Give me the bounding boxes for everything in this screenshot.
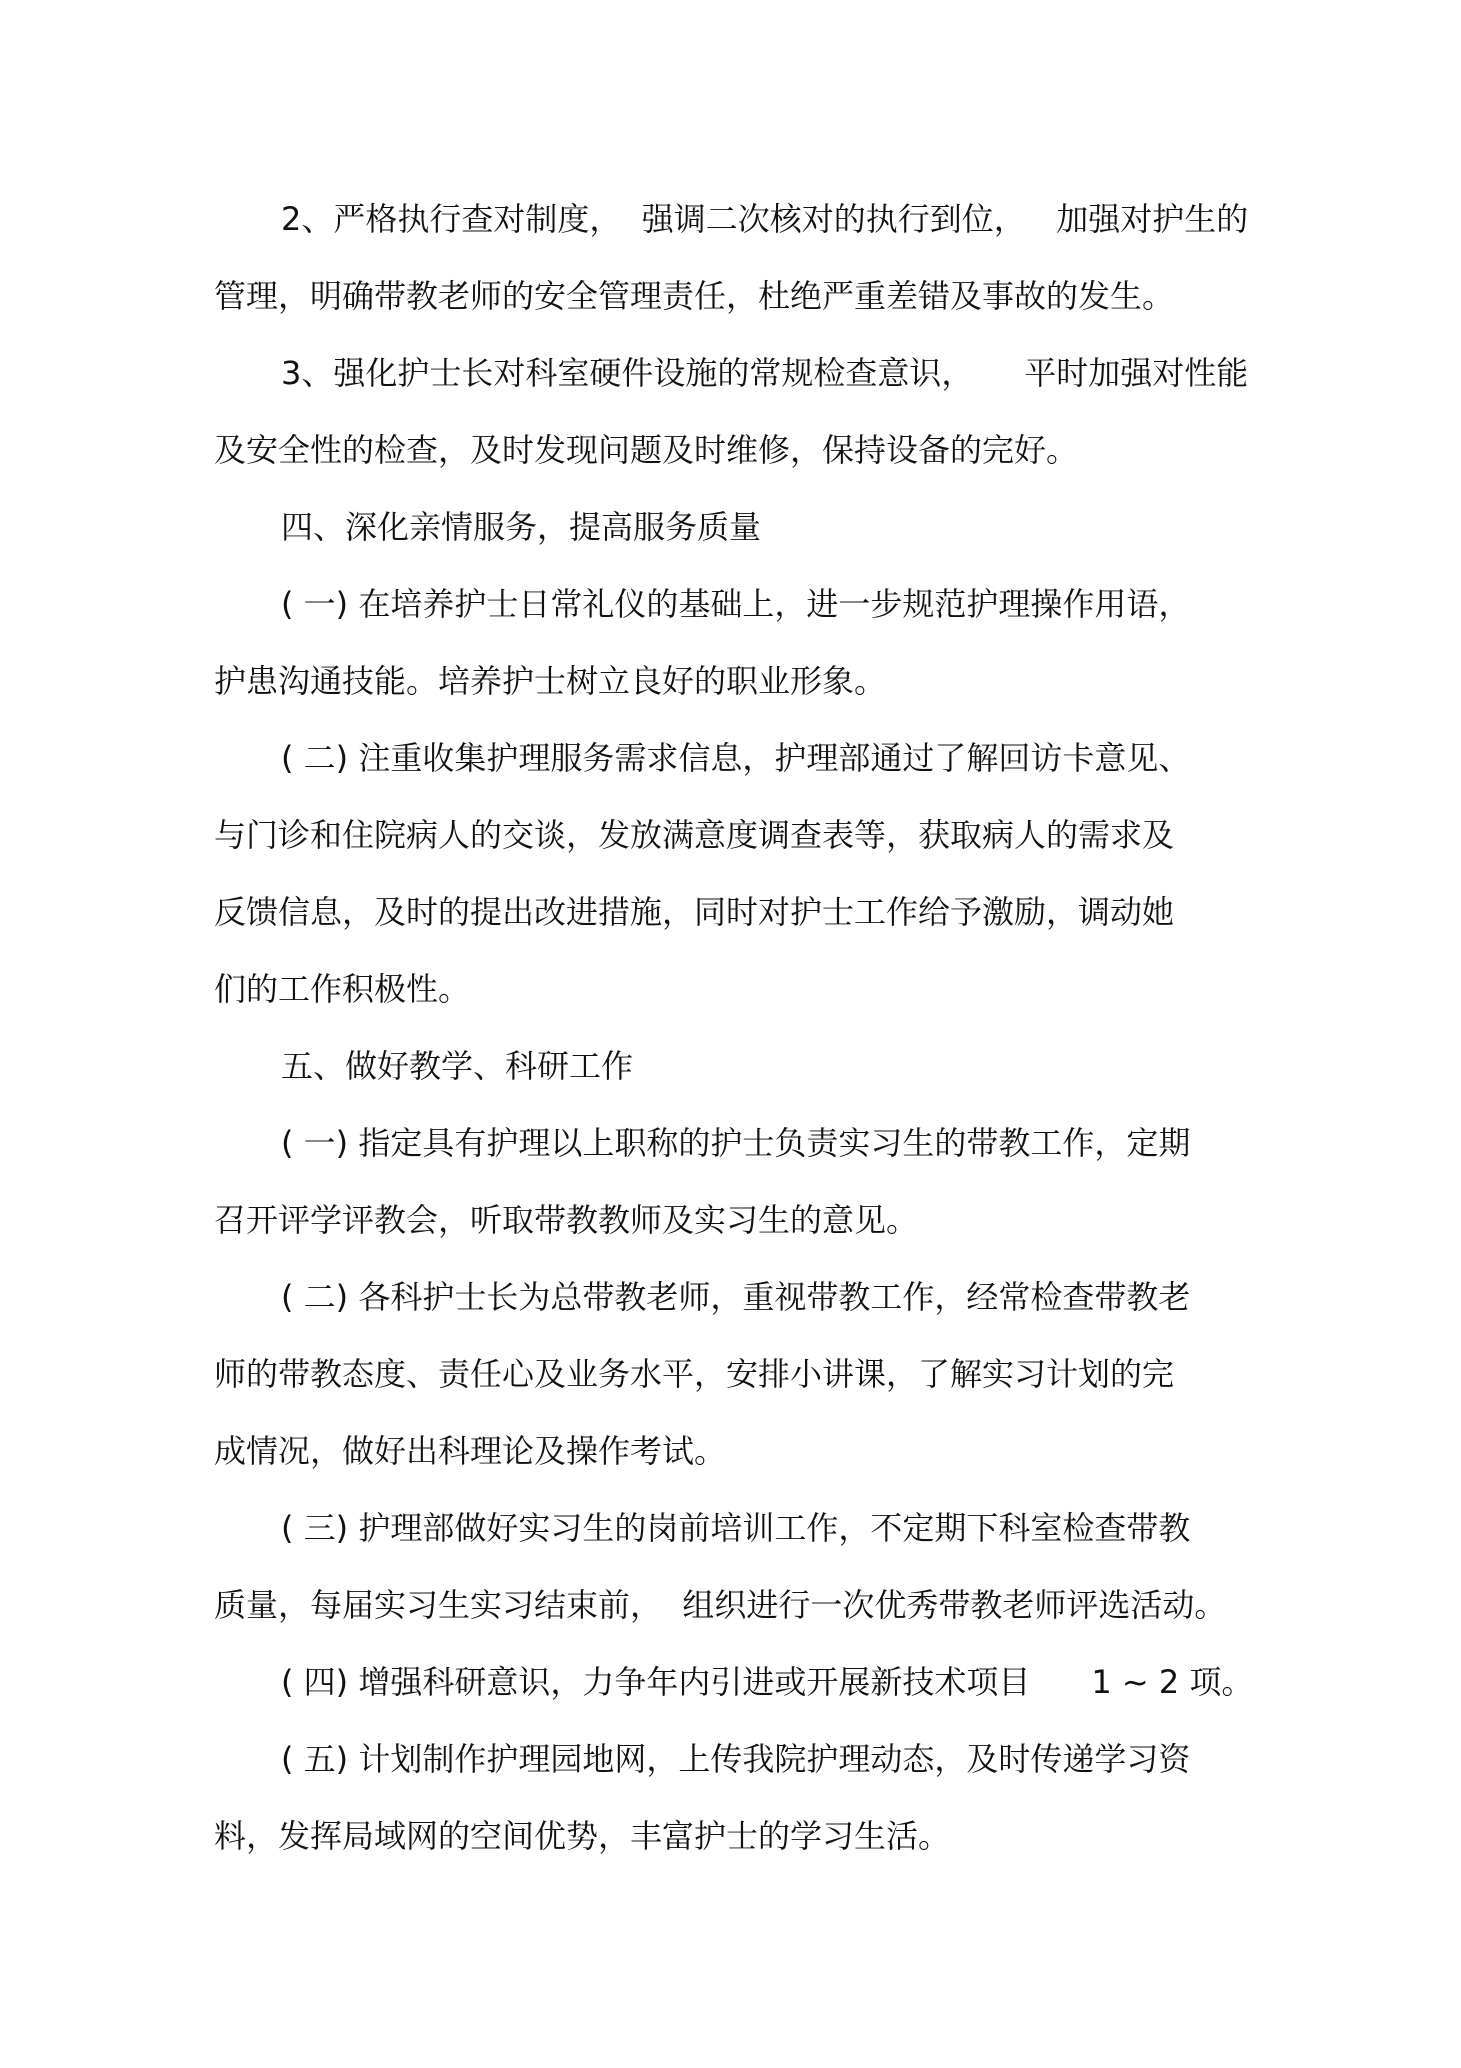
text-line: 反馈信息，及时的提出改进措施，同时对护士工作给予激励，调动她 [214,893,1175,931]
text-line: 师的带教态度、责任心及业务水平，安排小讲课，了解实习计划的完 [214,1355,1175,1393]
section-heading: 五、做好教学、科研工作 [281,1047,634,1085]
text-line: ( 二) 各科护士长为总带教老师，重视带教工作，经常检查带教老 [281,1278,1191,1316]
text-line: 3、强化护士长对科室硬件设施的常规检查意识， 平时加强对性能 [281,354,1249,392]
text-line: 们的工作积极性。 [214,970,471,1008]
text-line: ( 一) 在培养护士日常礼仪的基础上，进一步规范护理操作用语， [281,585,1191,623]
text-line: 召开评学评教会，听取带教教师及实习生的意见。 [214,1201,919,1239]
text-line: 成情况，做好出科理论及操作考试。 [214,1432,727,1470]
text-line: ( 一) 指定具有护理以上职称的护士负责实习生的带教工作，定期 [281,1124,1191,1162]
text-line: ( 五) 计划制作护理园地网，上传我院护理动态，及时传递学习资 [281,1740,1191,1778]
section-heading: 四、深化亲情服务，提高服务质量 [281,508,762,546]
text-line: 与门诊和住院病人的交谈，发放满意度调查表等，获取病人的需求及 [214,816,1175,854]
text-line: ( 四) 增强科研意识，力争年内引进或开展新技术项目 1 ~ 2 项。 [281,1663,1254,1701]
text-line: 及安全性的检查，及时发现问题及时维修，保持设备的完好。 [214,431,1079,469]
text-line: 管理，明确带教老师的安全管理责任，杜绝严重差错及事故的发生。 [214,277,1175,315]
text-line: 护患沟通技能。培养护士树立良好的职业形象。 [214,662,887,700]
text-line: ( 二) 注重收集护理服务需求信息，护理部通过了解回访卡意见、 [281,739,1191,777]
text-line: 质量，每届实习生实习结束前， 组织进行一次优秀带教老师评选活动。 [214,1586,1227,1624]
text-line: 2、严格执行查对制度， 强调二次核对的执行到位， 加强对护生的 [281,200,1249,238]
text-line: ( 三) 护理部做好实习生的岗前培训工作，不定期下科室检查带教 [281,1509,1191,1547]
text-line: 料，发挥局域网的空间优势，丰富护士的学习生活。 [214,1817,951,1855]
